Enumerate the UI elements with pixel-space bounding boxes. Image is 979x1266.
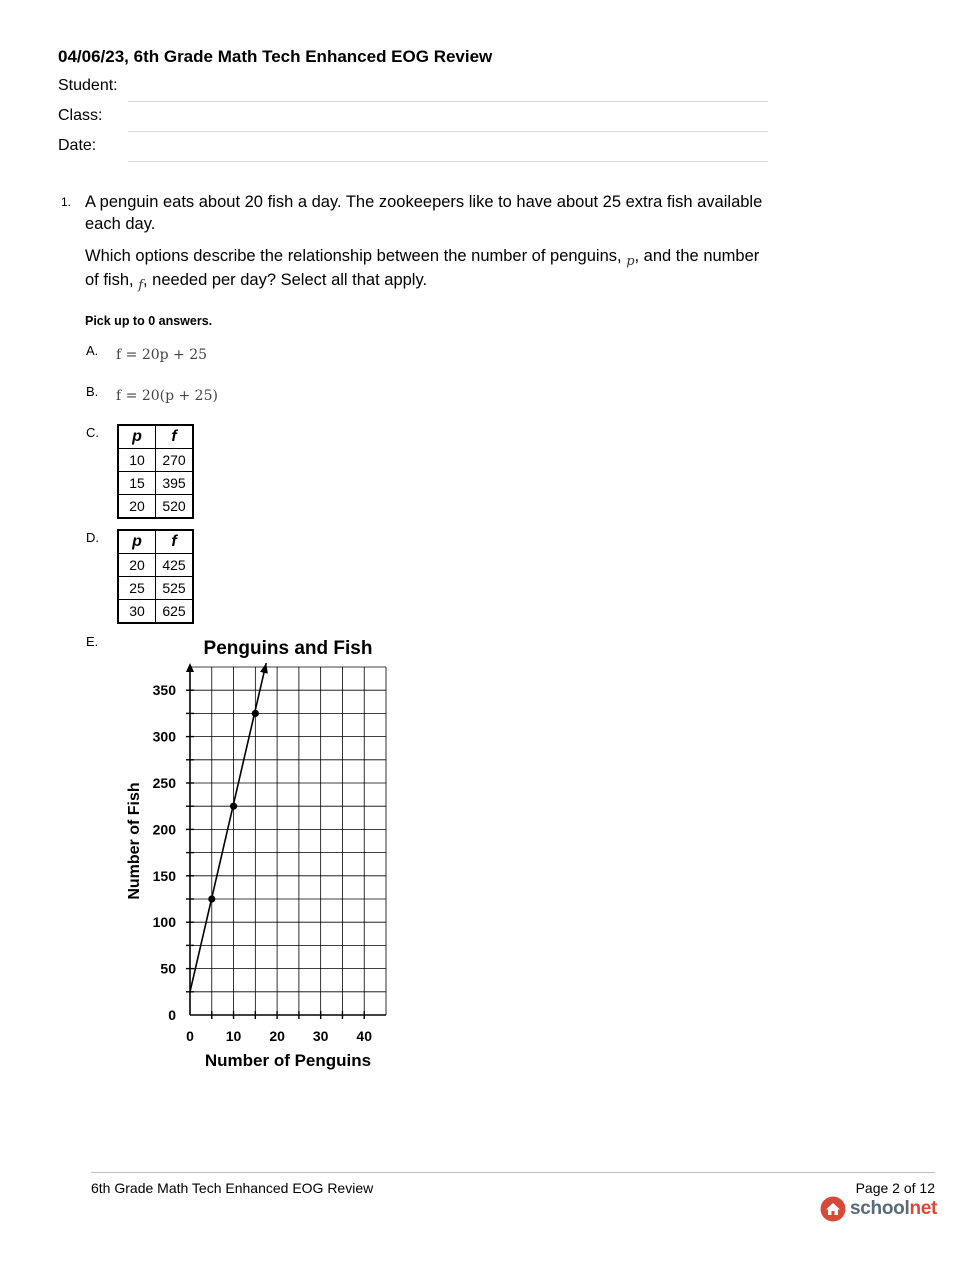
y-tick-label: 200 [152, 821, 176, 838]
option-c-letter[interactable]: C. [86, 425, 99, 440]
y-tick-label: 50 [160, 960, 176, 977]
data-point [230, 803, 237, 810]
table-header-p: p [118, 425, 156, 449]
option-e-letter[interactable]: E. [86, 634, 99, 649]
x-tick-label: 30 [312, 1028, 329, 1044]
option-a-equation[interactable]: f = 20p + 25 [116, 347, 208, 363]
x-tick-label: 20 [269, 1028, 285, 1044]
variable-p: p [626, 254, 635, 269]
table-row [118, 495, 193, 519]
logo-text [850, 1198, 937, 1220]
table-cell: 25 [118, 577, 156, 600]
data-point [252, 710, 259, 717]
x-axis-label: Number of Penguins [204, 1051, 372, 1070]
x-tick-label: 10 [225, 1028, 242, 1044]
prompt-part-1: Which options describe the relationship between the number of penguins, [85, 247, 622, 265]
table-cell: 625 [156, 600, 194, 624]
x-tick-label: 40 [356, 1028, 373, 1044]
variable-f: f [138, 278, 144, 293]
question-number: 1. [61, 195, 72, 209]
table-row [118, 577, 193, 600]
table-row [118, 600, 193, 624]
table-cell: 15 [118, 472, 156, 495]
table-header-row [118, 425, 193, 449]
logo-text-net: net [909, 1198, 938, 1219]
prompt-part-3: , needed per day? Select all that apply. [143, 271, 428, 289]
class-label: Class: [58, 107, 103, 124]
page-number: Page 2 of 12 [855, 1180, 935, 1196]
table-header-p: p [118, 530, 156, 554]
y-tick-label: 300 [152, 728, 176, 745]
y-tick-label: 250 [152, 775, 176, 791]
option-d-table[interactable] [117, 529, 194, 624]
table-cell: 20 [118, 495, 156, 519]
footer-title: 6th Grade Math Tech Enhanced EOG Review [91, 1180, 374, 1196]
option-b-letter[interactable]: B. [86, 384, 99, 399]
y-tick-label: 100 [152, 914, 176, 931]
table-cell: 525 [156, 577, 194, 600]
table-cell: 30 [118, 600, 156, 624]
table-cell: 520 [156, 495, 194, 519]
table-cell: 10 [118, 449, 156, 472]
y-tick-label: 150 [152, 867, 176, 884]
table-cell: 395 [156, 472, 194, 495]
option-c-table[interactable] [117, 424, 194, 519]
student-field[interactable] [128, 101, 768, 102]
y-tick-label: 350 [152, 682, 176, 699]
x-tick-label: 0 [186, 1028, 194, 1044]
table-cell: 20 [118, 554, 156, 577]
y-axis-label: Number of Fish [126, 782, 143, 900]
option-e-graph[interactable] [118, 630, 398, 1075]
table-header-f: f [156, 530, 194, 554]
table-row [118, 449, 193, 472]
question-stem: A penguin eats about 20 fish a day. The zookeepers like to have about 25 extra fish available each day. [85, 193, 763, 233]
table-header-row [118, 530, 193, 554]
option-b-equation[interactable]: f = 20(p + 25) [116, 388, 218, 404]
date-field[interactable] [128, 161, 768, 162]
student-label: Student: [58, 77, 118, 94]
table-cell: 270 [156, 449, 194, 472]
pick-instruction: Pick up to 0 answers. [85, 314, 213, 328]
schoolnet-logo [820, 1196, 937, 1222]
y-tick-labels [153, 682, 177, 1023]
option-a-letter[interactable]: A. [86, 343, 99, 358]
footer-divider [91, 1172, 935, 1173]
chart-title: Penguins and Fish [203, 638, 373, 659]
y-axis-arrow [186, 663, 194, 672]
class-field[interactable] [128, 131, 768, 132]
x-tick-labels [186, 1028, 372, 1044]
table-row [118, 472, 193, 495]
logo-text-school: school [850, 1198, 910, 1219]
date-label: Date: [58, 137, 97, 154]
prompt-part-2: , and the number of fish, [85, 247, 760, 289]
data-point [208, 895, 215, 902]
option-d-letter[interactable]: D. [86, 530, 99, 545]
table-header-f: f [156, 425, 194, 449]
chart-grid [186, 663, 386, 1019]
table-cell: 425 [156, 554, 194, 577]
question-prompt [85, 245, 765, 293]
page-title: 04/06/23, 6th Grade Math Tech Enhanced EOG Review [58, 47, 493, 66]
y-tick-label: 0 [168, 1007, 176, 1023]
table-row [118, 554, 193, 577]
house-icon [820, 1196, 846, 1222]
